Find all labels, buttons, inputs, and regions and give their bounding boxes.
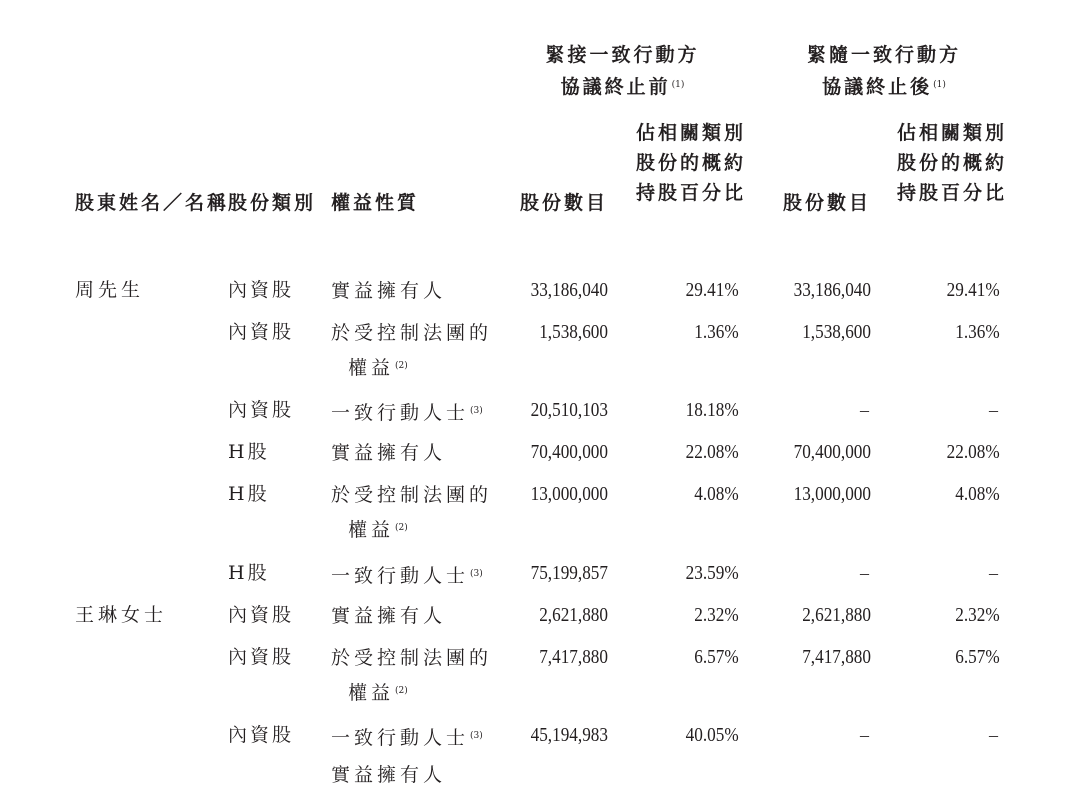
shares-after xyxy=(768,395,871,425)
shares-after-value: – xyxy=(860,725,869,745)
percentage-after-value: 4.08% xyxy=(955,483,1000,505)
percentage-after-value: – xyxy=(989,400,998,420)
shares-before-value: 7,417,880 xyxy=(539,646,608,668)
percentage-before-value: 40.05% xyxy=(685,724,739,746)
percentage-before xyxy=(636,479,739,509)
footnote-ref: (3) xyxy=(470,406,483,416)
header-group-before-line1: 緊接一致行動方 xyxy=(545,44,700,66)
table-row xyxy=(0,479,1080,541)
nature-line xyxy=(331,720,483,755)
shares-after-value: 13,000,000 xyxy=(793,483,871,505)
shares-before xyxy=(505,479,608,509)
nature-of-interest xyxy=(331,275,446,308)
nature-of-interest xyxy=(331,395,483,430)
percentage-before-value: 22.08% xyxy=(685,441,739,463)
percentage-after xyxy=(897,600,1000,630)
percentage-after-value: – xyxy=(989,725,998,745)
percentage-before xyxy=(636,317,739,347)
column-header-percentage-before xyxy=(636,118,747,208)
share-class: 內資股 xyxy=(228,646,295,668)
percentage-after-value: 1.36% xyxy=(955,321,1000,343)
shares-before-value: 2,621,880 xyxy=(539,604,608,626)
share-class: 內資股 xyxy=(228,604,295,626)
percentage-after-value: – xyxy=(989,563,998,583)
percentage-before xyxy=(636,558,739,588)
percentage-after-value: 22.08% xyxy=(946,441,1000,463)
nature-line xyxy=(331,600,446,633)
footnote-ref: (2) xyxy=(395,361,408,371)
shares-before-value: 1,538,600 xyxy=(539,321,608,343)
shares-after-value: 33,186,040 xyxy=(793,279,871,301)
percentage-before-value: 6.57% xyxy=(694,646,739,668)
footnote-ref: (3) xyxy=(470,731,483,741)
nature-line xyxy=(331,479,492,512)
header-group-after-line2 xyxy=(768,70,1000,102)
table-row xyxy=(0,395,1080,435)
table-row xyxy=(0,275,1080,315)
column-header-nature: 權益性質 xyxy=(331,192,420,214)
nature-of-interest xyxy=(331,558,483,593)
shares-after xyxy=(768,720,871,750)
nature-line xyxy=(331,675,492,710)
percentage-after-value: 29.41% xyxy=(946,279,1000,301)
nature-text: 於受控制法團的 xyxy=(331,322,493,344)
percentage-before-value: 18.18% xyxy=(685,399,739,421)
column-header-percentage-after-line: 佔相關類別 xyxy=(897,122,1008,144)
nature-text: 於受控制法團的 xyxy=(331,647,493,669)
shares-after xyxy=(768,642,871,672)
percentage-before xyxy=(636,275,739,305)
nature-text: 於受控制法團的 xyxy=(331,484,493,506)
nature-text: 實益擁有人 xyxy=(331,442,447,464)
table-row xyxy=(0,558,1080,598)
column-header-shares-before: 股份數目 xyxy=(519,192,608,214)
nature-text: 權益 xyxy=(348,519,395,541)
shares-after xyxy=(768,437,871,467)
shares-before xyxy=(505,600,608,630)
percentage-before xyxy=(636,437,739,467)
footnote-ref: (1) xyxy=(933,80,946,90)
nature-of-interest xyxy=(331,720,483,755)
share-class: H股 xyxy=(228,441,270,463)
shares-before-value: 20,510,103 xyxy=(530,399,608,421)
shares-after xyxy=(768,275,871,305)
shares-after-value: 70,400,000 xyxy=(793,441,871,463)
shares-before xyxy=(505,317,608,347)
shares-after-value: – xyxy=(860,400,869,420)
table-row xyxy=(0,317,1080,379)
percentage-after xyxy=(897,317,1000,347)
percentage-after-value: 6.57% xyxy=(955,646,1000,668)
table-row xyxy=(0,642,1080,704)
shares-after-value: 7,417,880 xyxy=(802,646,871,668)
shares-after-value: 1,538,600 xyxy=(802,321,871,343)
nature-line xyxy=(331,642,492,675)
header-group-before-text: 協議終止前 xyxy=(560,76,671,98)
nature-text: 一致行動人士 xyxy=(331,727,470,749)
shares-before-value: 75,199,857 xyxy=(530,562,608,584)
shares-before xyxy=(505,642,608,672)
header-group-after xyxy=(768,40,1000,102)
column-header-percentage-before-line: 佔相關類別 xyxy=(636,122,747,144)
column-header-percentage-before-line: 股份的概約 xyxy=(636,152,747,174)
nature-of-interest xyxy=(331,600,446,633)
shares-before xyxy=(505,275,608,305)
nature-line xyxy=(331,558,483,593)
shares-after-value: – xyxy=(860,563,869,583)
nature-line xyxy=(331,395,483,430)
percentage-before-value: 23.59% xyxy=(685,562,739,584)
cutoff-row-text: 實益擁有人 xyxy=(331,764,447,786)
nature-text: 權益 xyxy=(348,682,395,704)
percentage-before xyxy=(636,395,739,425)
percentage-after xyxy=(897,275,1000,305)
nature-of-interest xyxy=(331,642,492,710)
percentage-after xyxy=(897,395,1000,425)
shares-before xyxy=(505,720,608,750)
header-group-before-line2 xyxy=(505,70,740,102)
header-group-after-line1: 緊隨一致行動方 xyxy=(806,44,961,66)
header-group-before xyxy=(505,40,740,102)
nature-line xyxy=(331,317,492,350)
percentage-after xyxy=(897,479,1000,509)
shares-after xyxy=(768,558,871,588)
nature-of-interest xyxy=(331,479,492,547)
percentage-after xyxy=(897,642,1000,672)
percentage-after-value: 2.32% xyxy=(955,604,1000,626)
share-class: 內資股 xyxy=(228,724,295,746)
shares-before xyxy=(505,437,608,467)
footnote-ref: (2) xyxy=(395,686,408,696)
shares-before-value: 13,000,000 xyxy=(530,483,608,505)
shares-after xyxy=(768,317,871,347)
percentage-before xyxy=(636,720,739,750)
footnote-ref: (1) xyxy=(671,80,685,90)
percentage-before-value: 4.08% xyxy=(694,483,739,505)
nature-line xyxy=(331,512,492,547)
percentage-before-value: 1.36% xyxy=(694,321,739,343)
percentage-before xyxy=(636,642,739,672)
nature-line xyxy=(331,350,492,385)
nature-line xyxy=(331,275,446,308)
nature-of-interest xyxy=(331,437,446,470)
percentage-before-value: 29.41% xyxy=(685,279,739,301)
shares-after xyxy=(768,600,871,630)
table-row xyxy=(0,437,1080,477)
table-row xyxy=(0,720,1080,760)
share-class: H股 xyxy=(228,562,270,584)
column-header-share-class: 股份類別 xyxy=(228,192,317,214)
share-class: 內資股 xyxy=(228,321,295,343)
shares-before xyxy=(505,558,608,588)
percentage-before-value: 2.32% xyxy=(694,604,739,626)
column-header-shareholder: 股東姓名／名稱 xyxy=(75,192,230,214)
share-class: 內資股 xyxy=(228,279,295,301)
share-class: 內資股 xyxy=(228,399,295,421)
table-row xyxy=(0,600,1080,640)
column-header-percentage-after-line: 持股百分比 xyxy=(897,182,1008,204)
percentage-after xyxy=(897,720,1000,750)
shares-before-value: 45,194,983 xyxy=(530,724,608,746)
column-header-percentage-after xyxy=(897,118,1008,208)
shareholder-name: 周先生 xyxy=(75,279,145,301)
shareholder-name: 王琳女士 xyxy=(75,604,168,626)
nature-text: 一致行動人士 xyxy=(331,402,470,424)
nature-text: 權益 xyxy=(348,357,395,379)
column-header-percentage-before-line: 持股百分比 xyxy=(636,182,747,204)
nature-text: 實益擁有人 xyxy=(331,280,447,302)
percentage-after xyxy=(897,558,1000,588)
shares-after-value: 2,621,880 xyxy=(802,604,871,626)
shares-before-value: 33,186,040 xyxy=(530,279,608,301)
percentage-after xyxy=(897,437,1000,467)
percentage-before xyxy=(636,600,739,630)
header-group-after-text: 協議終止後 xyxy=(822,76,933,98)
nature-of-interest xyxy=(331,317,492,385)
footnote-ref: (3) xyxy=(470,569,483,579)
share-class: H股 xyxy=(228,483,270,505)
shares-before xyxy=(505,395,608,425)
nature-line xyxy=(331,437,446,470)
column-header-shares-after: 股份數目 xyxy=(782,192,871,214)
nature-text: 一致行動人士 xyxy=(331,565,470,587)
shares-after xyxy=(768,479,871,509)
shares-before-value: 70,400,000 xyxy=(530,441,608,463)
nature-text: 實益擁有人 xyxy=(331,605,447,627)
footnote-ref: (2) xyxy=(395,523,408,533)
column-header-percentage-after-line: 股份的概約 xyxy=(897,152,1008,174)
